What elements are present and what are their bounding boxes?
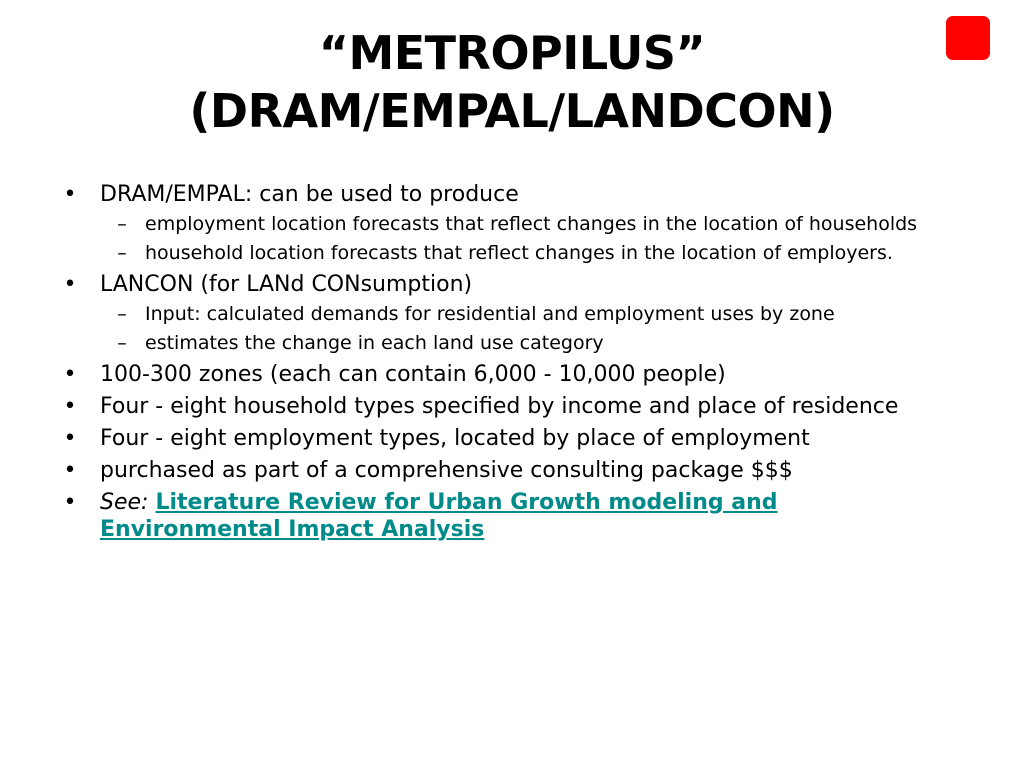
dash-icon: – — [117, 332, 127, 354]
title-line-1: “METROPILUS” — [318, 26, 706, 80]
sub-bullet-item — [60, 242, 960, 265]
bullet-list — [60, 181, 960, 548]
sub-bullet-item — [60, 332, 960, 355]
bullet-item-see — [60, 489, 960, 543]
bullet-item — [60, 425, 960, 452]
bullet-item — [60, 361, 960, 388]
sub-bullet-text: estimates the change in each land use category — [145, 332, 604, 354]
bullet-text: purchased as part of a comprehensive consulting package $$$ — [100, 458, 793, 483]
slide-title — [0, 24, 1024, 140]
bullet-dot-icon: • — [63, 182, 77, 207]
see-label: See: — [100, 490, 156, 515]
bullet-text: LANCON (for LANd CONsumption) — [100, 272, 473, 297]
dash-icon: – — [117, 213, 127, 235]
sub-bullet-text: Input: calculated demands for residential and employment uses by zone — [145, 303, 835, 325]
bullet-text: Four - eight employment types, located by place of employment — [100, 426, 810, 451]
sub-bullet-item — [60, 213, 960, 236]
bullet-dot-icon: • — [63, 394, 77, 419]
bullet-item — [60, 271, 960, 298]
literature-review-link[interactable]: Literature Review for Urban Growth modeling and Environmental Impact Analysis — [100, 490, 778, 542]
sub-bullet-item — [60, 303, 960, 326]
bullet-dot-icon: • — [63, 426, 77, 451]
bullet-text: Four - eight household types specified by income and place of residence — [100, 394, 899, 419]
bullet-dot-icon: • — [63, 362, 77, 387]
bullet-text: 100-300 zones (each can contain 6,000 - 10,000 people) — [100, 362, 726, 387]
bullet-text: DRAM/EMPAL: can be used to produce — [100, 182, 519, 207]
dash-icon: – — [117, 303, 127, 325]
dash-icon: – — [117, 242, 127, 264]
bullet-dot-icon: • — [63, 458, 77, 483]
sub-bullet-text: household location forecasts that reflect changes in the location of employers. — [145, 242, 893, 264]
bullet-item — [60, 393, 960, 420]
sub-list — [60, 303, 960, 355]
bullet-item — [60, 181, 960, 208]
title-line-2: (DRAM/EMPAL/LANDCON) — [189, 84, 835, 138]
bullet-item — [60, 457, 960, 484]
bullet-dot-icon: • — [63, 272, 77, 297]
sub-list — [60, 213, 960, 265]
bullet-dot-icon: • — [63, 490, 77, 515]
sub-bullet-text: employment location forecasts that reflect changes in the location of households — [145, 213, 918, 235]
